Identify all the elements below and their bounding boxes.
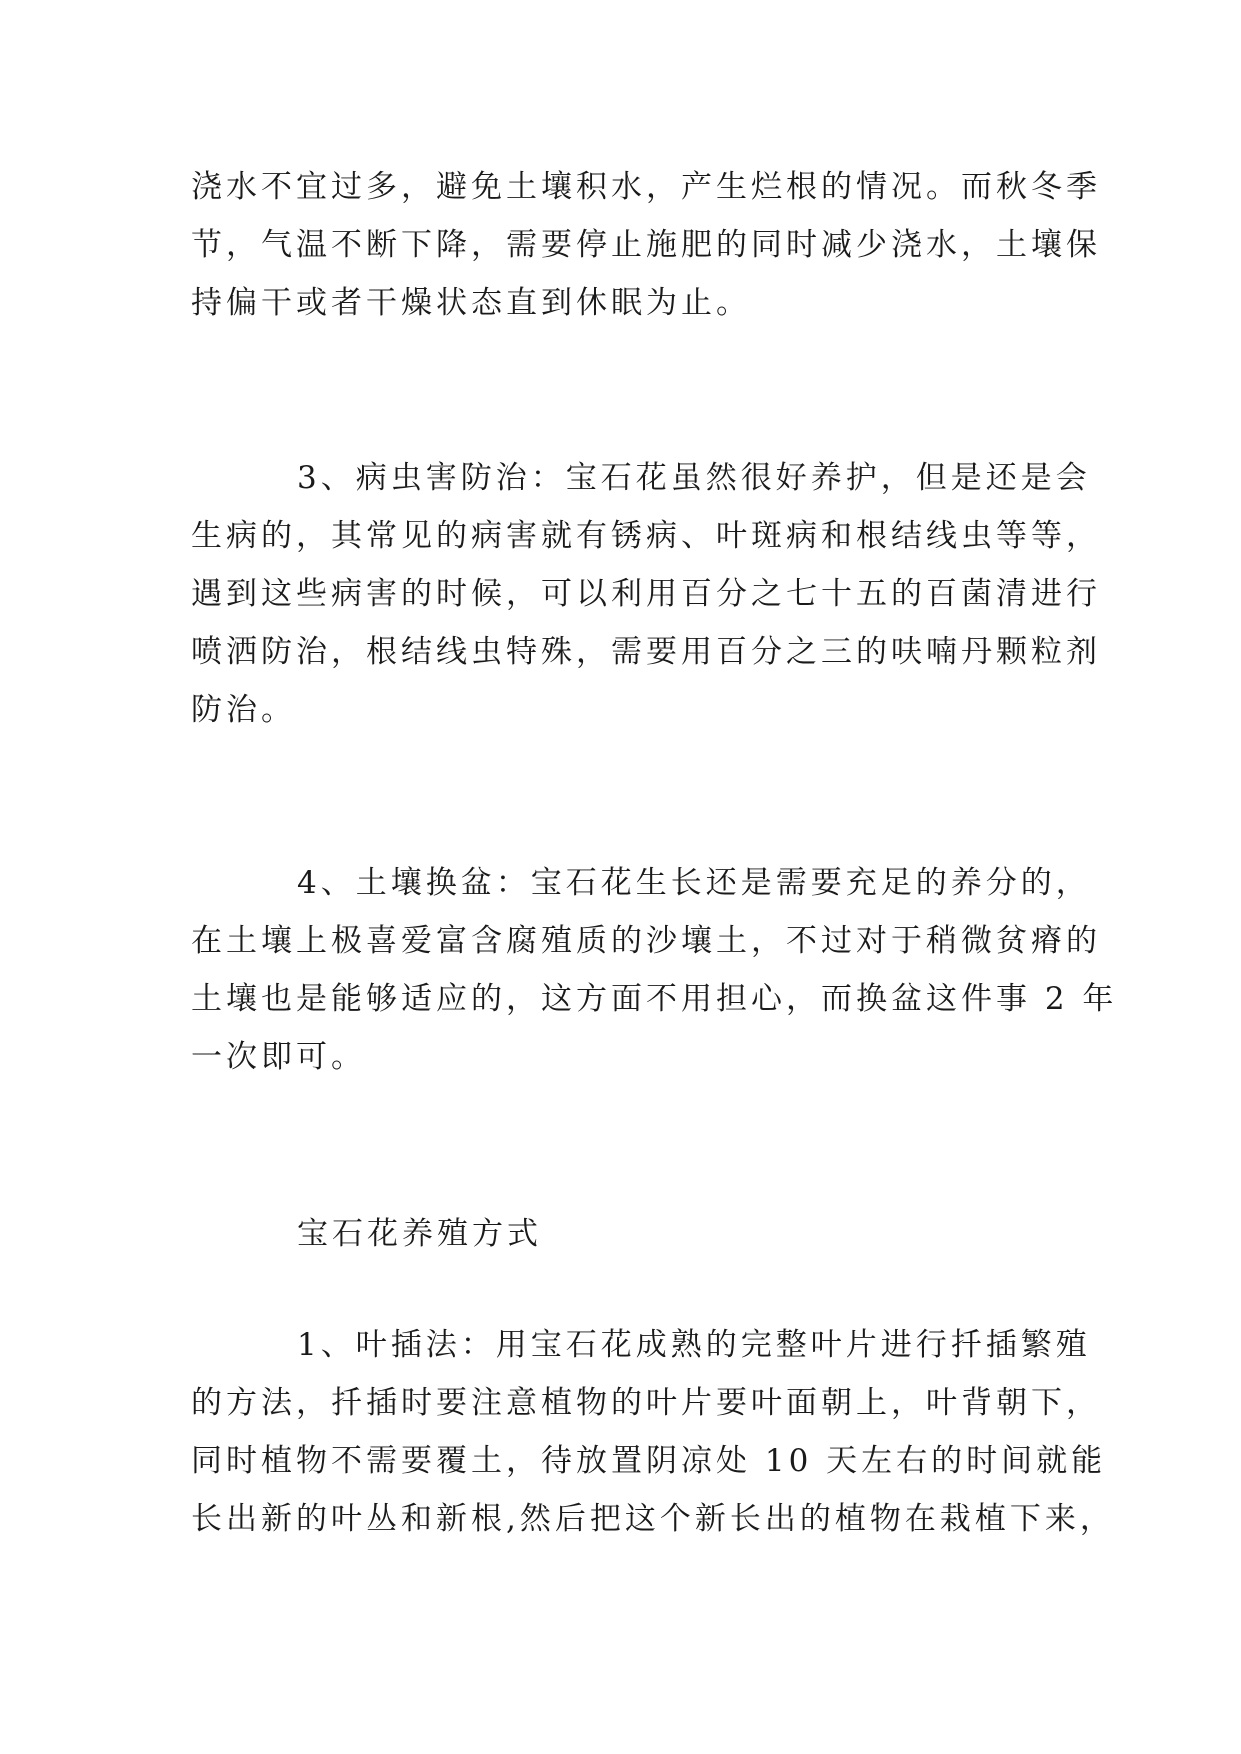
text-line: 1、叶插法：用宝石花成熟的完整叶片进行扦插繁殖 <box>297 1327 1091 1363</box>
paragraph-watering <box>191 158 1101 332</box>
text-line: 在土壤上极喜爱富含腐殖质的沙壤土，不过对于稍微贫瘠的 <box>191 923 1101 959</box>
section-heading-text: 宝石花养殖方式 <box>297 1216 542 1252</box>
paragraph-leaf-cutting <box>191 1316 1115 1548</box>
text-line: 长出新的叶丛和新根,然后把这个新长出的植物在栽植下来， <box>191 1501 1115 1537</box>
text-line: 喷洒防治，根结线虫特殊，需要用百分之三的呋喃丹颗粒剂 <box>191 634 1101 670</box>
text-line: 节，气温不断下降，需要停止施肥的同时减少浇水，土壤保 <box>191 227 1101 263</box>
text-line: 一次即可。 <box>191 1039 366 1075</box>
text-line: 4、土壤换盆：宝石花生长还是需要充足的养分的， <box>297 865 1091 901</box>
text-line: 同时植物不需要覆土，待放置阴凉处 10 天左右的时间就能 <box>191 1443 1107 1479</box>
text-line: 防治。 <box>191 692 296 728</box>
text-line: 的方法，扦插时要注意植物的叶片要叶面朝上，叶背朝下， <box>191 1385 1101 1421</box>
text-line: 生病的，其常见的病害就有锈病、叶斑病和根结线虫等等， <box>191 518 1101 554</box>
text-line: 浇水不宜过多，避免土壤积水，产生烂根的情况。而秋冬季 <box>191 169 1101 205</box>
text-line: 土壤也是能够适应的，这方面不用担心，而换盆这件事 2 年 <box>191 981 1118 1017</box>
text-line: 遇到这些病害的时候，可以利用百分之七十五的百菌清进行 <box>191 576 1101 612</box>
text-line: 持偏干或者干燥状态直到休眠为止。 <box>191 285 751 321</box>
section-heading <box>191 1205 1053 1263</box>
paragraph-pest-control <box>191 449 1101 739</box>
text-line: 3、病虫害防治：宝石花虽然很好养护，但是还是会 <box>297 460 1091 496</box>
paragraph-soil-repotting <box>191 854 1118 1086</box>
